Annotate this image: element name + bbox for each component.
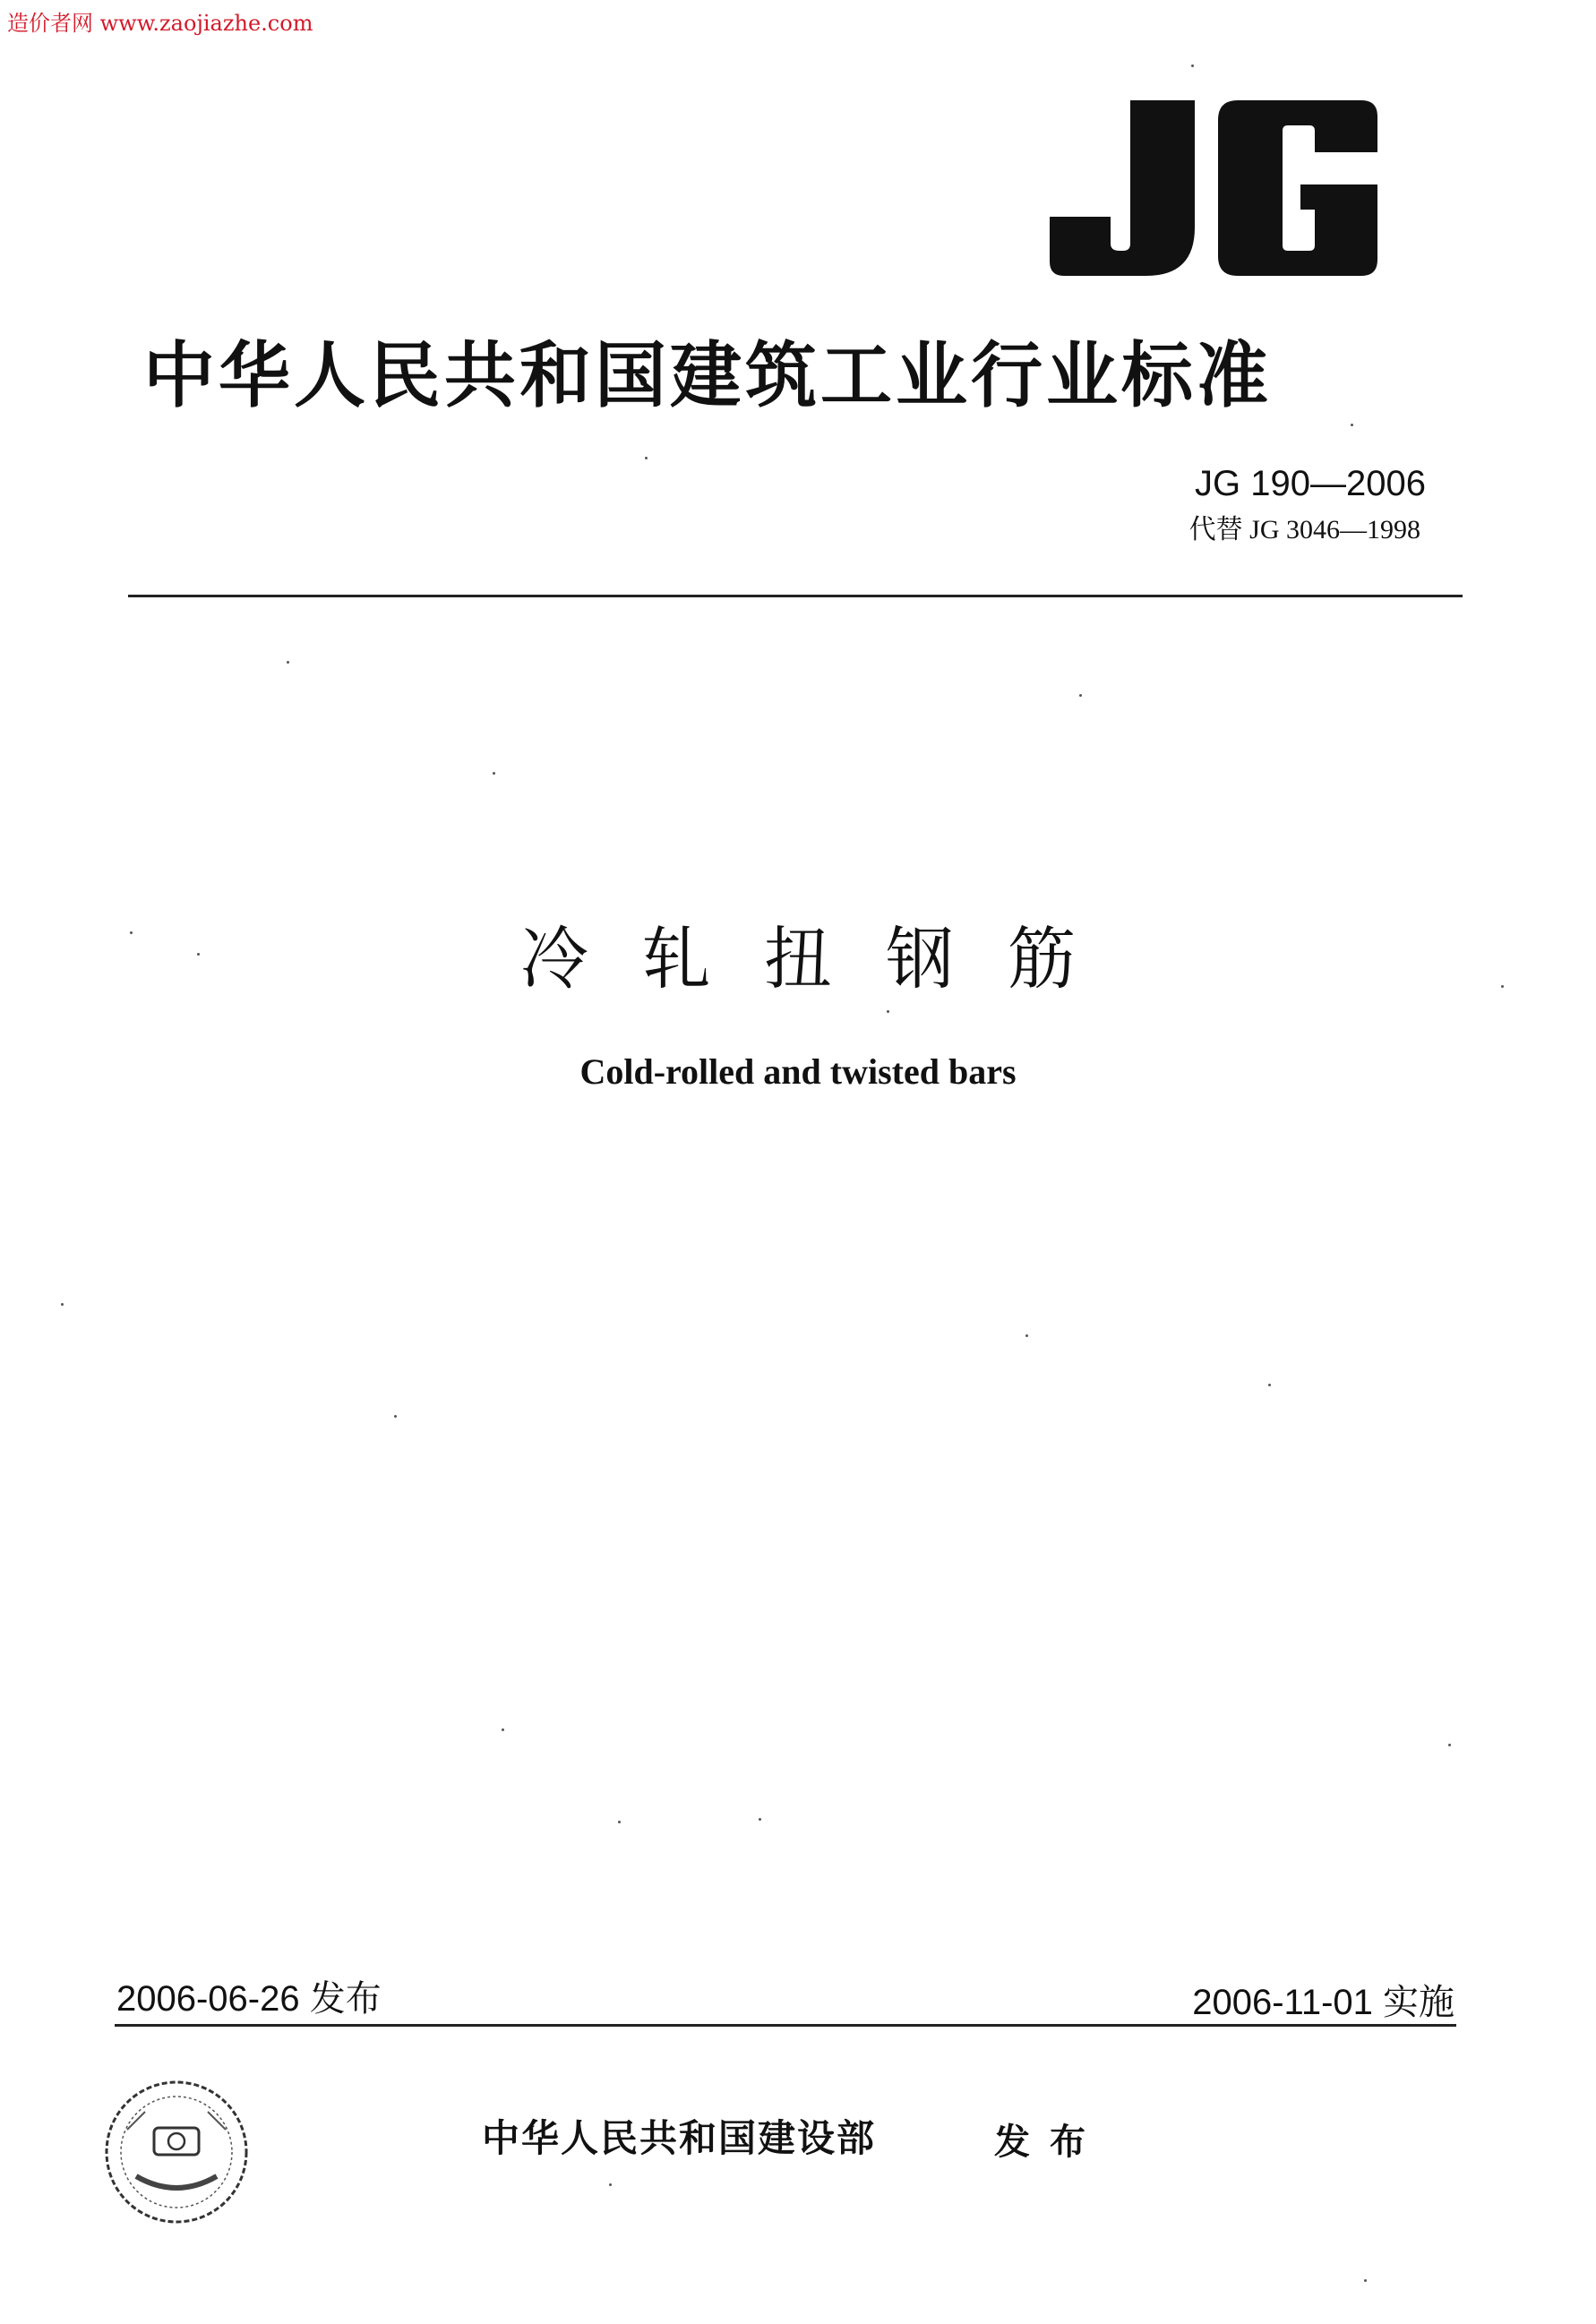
standard-number: JG 190—2006 xyxy=(1195,464,1426,503)
document-title-chinese: 冷轧扭钢筋 xyxy=(520,919,1129,999)
scan-speck xyxy=(1268,1384,1271,1386)
scan-speck xyxy=(197,953,200,956)
jg-logo xyxy=(1048,100,1377,276)
replaces-standard: 代替 JG 3046—1998 xyxy=(1188,515,1420,545)
scan-speck xyxy=(1364,2279,1367,2282)
scan-speck xyxy=(287,661,289,664)
scan-speck xyxy=(645,457,648,459)
standard-category: 中华人民共和国建筑工业行业标准 xyxy=(143,334,1272,417)
effective-date: 2006-11-01 实施 xyxy=(1192,1983,1454,2022)
publisher-name: 中华人民共和国建设部 xyxy=(482,2116,877,2160)
watermark-text: 造价者网 www.zaojiazhe.com xyxy=(7,11,313,36)
scan-speck xyxy=(759,1818,761,1821)
top-divider xyxy=(128,595,1463,597)
issue-date: 2006-06-26 发布 xyxy=(116,1979,382,2019)
scan-speck xyxy=(618,1821,621,1823)
scan-speck xyxy=(394,1415,397,1418)
anti-counterfeit-stamp xyxy=(100,2076,253,2228)
scan-speck xyxy=(130,931,133,934)
scan-speck xyxy=(887,1010,889,1013)
document-title-english: Cold-rolled and twisted bars xyxy=(579,1051,1017,1092)
scan-speck xyxy=(609,2183,612,2186)
scan-speck xyxy=(61,1303,64,1306)
scan-speck xyxy=(1025,1334,1028,1337)
scan-speck xyxy=(1501,985,1504,988)
scan-speck xyxy=(1191,64,1194,67)
scan-speck xyxy=(1351,424,1353,426)
publish-action: 发布 xyxy=(994,2122,1105,2163)
scan-speck xyxy=(502,1728,504,1731)
scan-speck xyxy=(1448,1744,1451,1746)
bottom-divider xyxy=(115,2024,1456,2027)
scan-speck xyxy=(1079,694,1082,697)
scan-speck xyxy=(493,772,495,775)
